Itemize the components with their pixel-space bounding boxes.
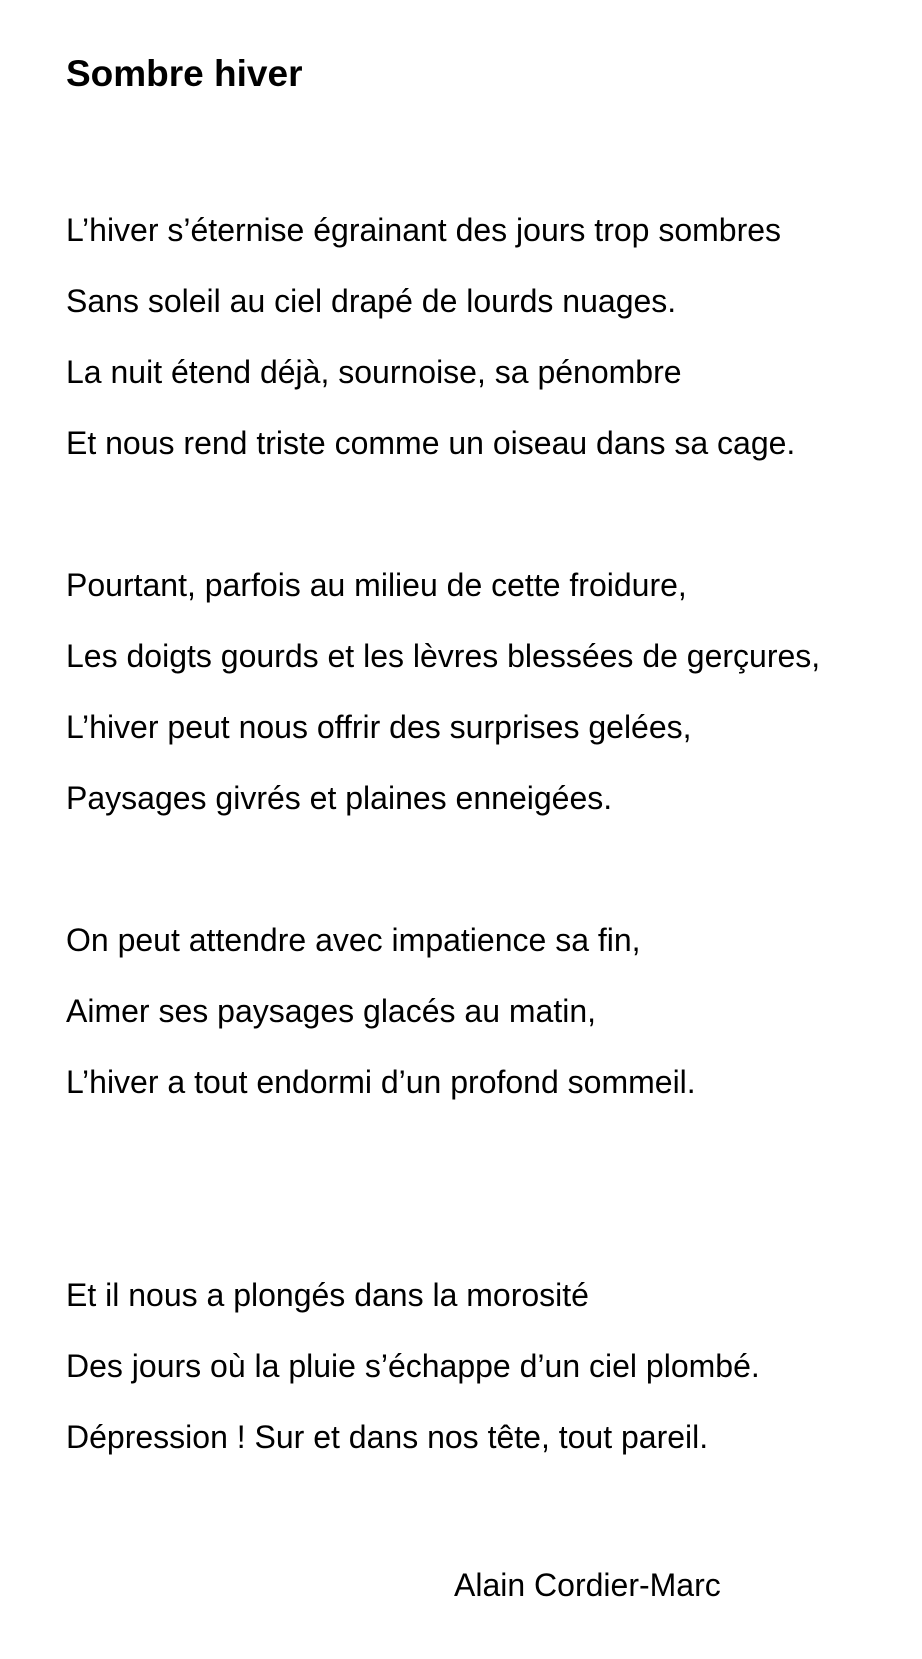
poem-author: Alain Cordier-Marc bbox=[454, 1567, 721, 1603]
stanza-4-line-2: Des jours où la pluie s’échappe d’un ciel plombé. bbox=[66, 1348, 760, 1384]
poem-title: Sombre hiver bbox=[66, 53, 303, 94]
stanza-2-line-1: Pourtant, parfois au milieu de cette froidure, bbox=[66, 567, 687, 603]
stanza-3-line-3: L’hiver a tout endormi d’un profond sommeil. bbox=[66, 1064, 696, 1100]
stanza-1-line-1: L’hiver s’éternise égrainant des jours trop sombres bbox=[66, 212, 782, 248]
stanza-2-line-4: Paysages givrés et plaines enneigées. bbox=[66, 780, 613, 816]
stanza-2-line-2: Les doigts gourds et les lèvres blessées de gerçures, bbox=[66, 638, 821, 674]
stanza-3-line-1: On peut attendre avec impatience sa fin, bbox=[66, 922, 641, 958]
stanza-1-line-2: Sans soleil au ciel drapé de lourds nuages. bbox=[66, 283, 677, 319]
stanza-3-line-2: Aimer ses paysages glacés au matin, bbox=[66, 993, 597, 1029]
stanza-4-line-1: Et il nous a plongés dans la morosité bbox=[66, 1277, 589, 1313]
stanza-1-line-3: La nuit étend déjà, sournoise, sa pénombre bbox=[66, 354, 682, 390]
stanza-1-line-4: Et nous rend triste comme un oiseau dans sa cage. bbox=[66, 425, 796, 461]
stanza-2-line-3: L’hiver peut nous offrir des surprises gelées, bbox=[66, 709, 692, 745]
stanza-4-line-3: Dépression ! Sur et dans nos tête, tout pareil. bbox=[66, 1419, 709, 1455]
